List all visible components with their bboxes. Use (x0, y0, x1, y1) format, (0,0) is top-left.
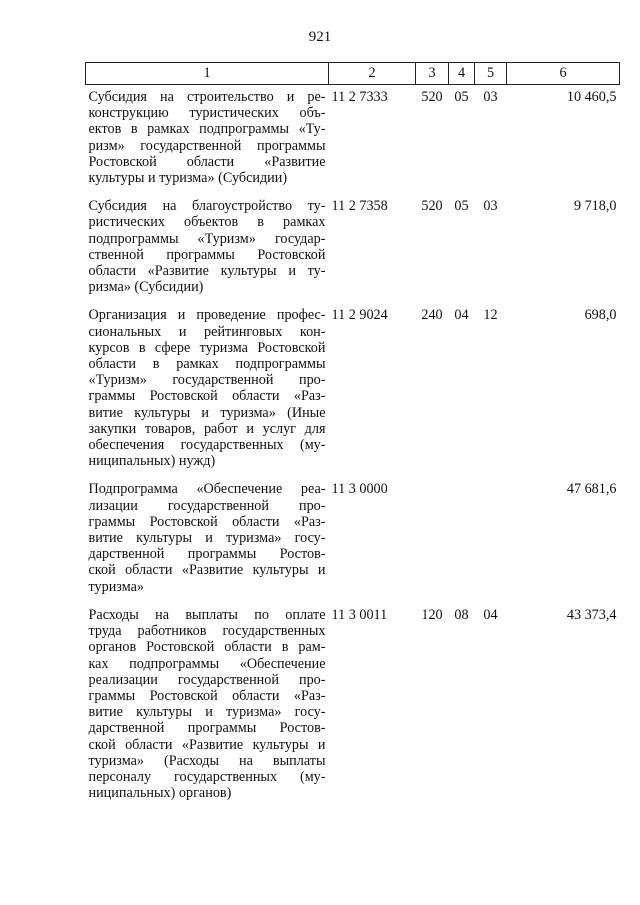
row-name-line: витие культуры и туризма» госу- (88, 530, 326, 547)
row-c3-cell: 120 (421, 606, 443, 623)
row-amount-cell: 47 681,6 (566, 481, 617, 498)
row-c5-cell: 03 (483, 198, 498, 215)
row-name-line: области в рамках подпрограммы (88, 356, 326, 373)
row-name-line: области «Развитие культуры и ту- (88, 263, 326, 280)
table-row (86, 303, 620, 477)
budget-table (85, 62, 620, 809)
row-name-line: витие культуры и туризма» госу- (88, 704, 326, 721)
row-amount-cell: 9 718,0 (573, 198, 617, 215)
row-name-line: Организация и проведение профес- (88, 307, 326, 324)
row-name-line: обеспечения государственных (му- (88, 437, 326, 454)
table-row (86, 603, 620, 809)
column-header: 6 (507, 63, 620, 85)
row-amount-cell: 10 460,5 (566, 89, 617, 105)
row-name-line: культуры и туризма» (Субсидии) (88, 170, 288, 187)
row-c5-cell (475, 477, 507, 602)
row-c3-cell (416, 477, 449, 602)
row-name-line: ственной программы Ростовской (88, 246, 326, 263)
row-name-line: граммы Ростовской области «Раз- (88, 388, 326, 405)
table-row (86, 194, 620, 303)
row-name-line: органов Ростовской области в рам- (88, 639, 326, 656)
row-name-line: витие культуры и туризма» (Иные (88, 404, 326, 421)
row-name-line: ниципальных) нужд) (88, 453, 216, 470)
row-name-line: персоналу государственных (му- (88, 768, 326, 785)
column-header: 1 (86, 63, 329, 85)
column-header: 5 (475, 63, 507, 85)
row-c4-cell: 05 (454, 89, 469, 105)
row-name-line: сиональных и рейтинговых кон- (88, 323, 326, 340)
row-name-line: труда работников государственных (88, 623, 326, 640)
column-header: 4 (449, 63, 475, 85)
table-header-row (86, 63, 620, 85)
table-body (86, 85, 620, 810)
row-name-line: Ростовской области «Развитие (88, 153, 326, 170)
row-amount-cell: 698,0 (584, 307, 617, 324)
row-c4-cell: 04 (454, 307, 469, 324)
row-name-cell (86, 85, 329, 195)
row-name-cell (86, 477, 329, 602)
row-name-line: ристических объектов в рамках (88, 214, 326, 231)
row-name-cell (86, 603, 329, 809)
row-amount-cell: 43 373,4 (566, 606, 617, 623)
row-code-cell: 11 2 7358 (331, 198, 388, 215)
row-name-line: ниципальных) органов) (88, 785, 232, 802)
row-name-line: Подпрограмма «Обеспечение реа- (88, 481, 326, 498)
row-code-cell: 11 2 9024 (331, 307, 388, 324)
row-name-line: реализации государственной про- (88, 671, 326, 688)
row-name-line: Субсидия на строительство и ре- (88, 89, 326, 105)
row-name-line: конструкцию туристических объ- (88, 105, 326, 122)
row-name-line: ской области «Развитие культуры и (88, 562, 326, 579)
row-name-line: туризма» (88, 578, 144, 595)
row-c5-cell: 04 (483, 606, 498, 623)
row-name-line: ектов в рамках подпрограммы «Ту- (88, 121, 326, 138)
row-c3-cell: 240 (421, 307, 443, 324)
row-name-line: дарственной программы Ростов- (88, 546, 326, 563)
row-name-line: «Туризм» государственной про- (88, 372, 326, 389)
row-name-line: ризм» государственной программы (88, 137, 326, 154)
row-name-line: туризма» (Расходы на выплаты (88, 752, 326, 769)
row-name-cell (86, 303, 329, 477)
row-c5-cell: 03 (483, 89, 498, 105)
row-name-line: ской области «Развитие культуры и (88, 736, 326, 753)
row-code-cell: 11 3 0000 (331, 481, 388, 498)
row-name-line: граммы Ростовской области «Раз- (88, 687, 326, 704)
row-c4-cell: 08 (454, 606, 469, 623)
page-number: 921 (308, 29, 332, 45)
row-name-line: граммы Ростовской области «Раз- (88, 513, 326, 530)
table-row (86, 85, 620, 195)
row-name-line: Расходы на выплаты по оплате (88, 606, 326, 623)
row-name-line: Субсидия на благоустройство ту- (88, 198, 326, 215)
column-header: 3 (416, 63, 449, 85)
row-name-line: закупки товаров, работ и услуг для (88, 420, 326, 437)
column-header: 2 (329, 63, 416, 85)
row-name-line: ках подпрограммы «Обеспечение (88, 655, 326, 672)
row-code-cell: 11 2 7333 (331, 89, 388, 105)
row-name-line: подпрограммы «Туризм» государ- (88, 230, 326, 247)
table-row (86, 477, 620, 602)
row-name-cell (86, 194, 329, 303)
row-name-line: курсов в сфере туризма Ростовской (88, 339, 326, 356)
row-c3-cell: 520 (421, 198, 443, 215)
row-c3-cell: 520 (421, 89, 443, 105)
row-name-line: дарственной программы Ростов- (88, 720, 326, 737)
row-name-line: лизации государственной про- (88, 497, 326, 514)
row-code-cell: 11 3 0011 (331, 606, 388, 623)
row-c4-cell (449, 477, 475, 602)
row-name-line: ризма» (Субсидии) (88, 279, 204, 296)
row-c5-cell: 12 (483, 307, 498, 324)
row-c4-cell: 05 (454, 198, 469, 215)
